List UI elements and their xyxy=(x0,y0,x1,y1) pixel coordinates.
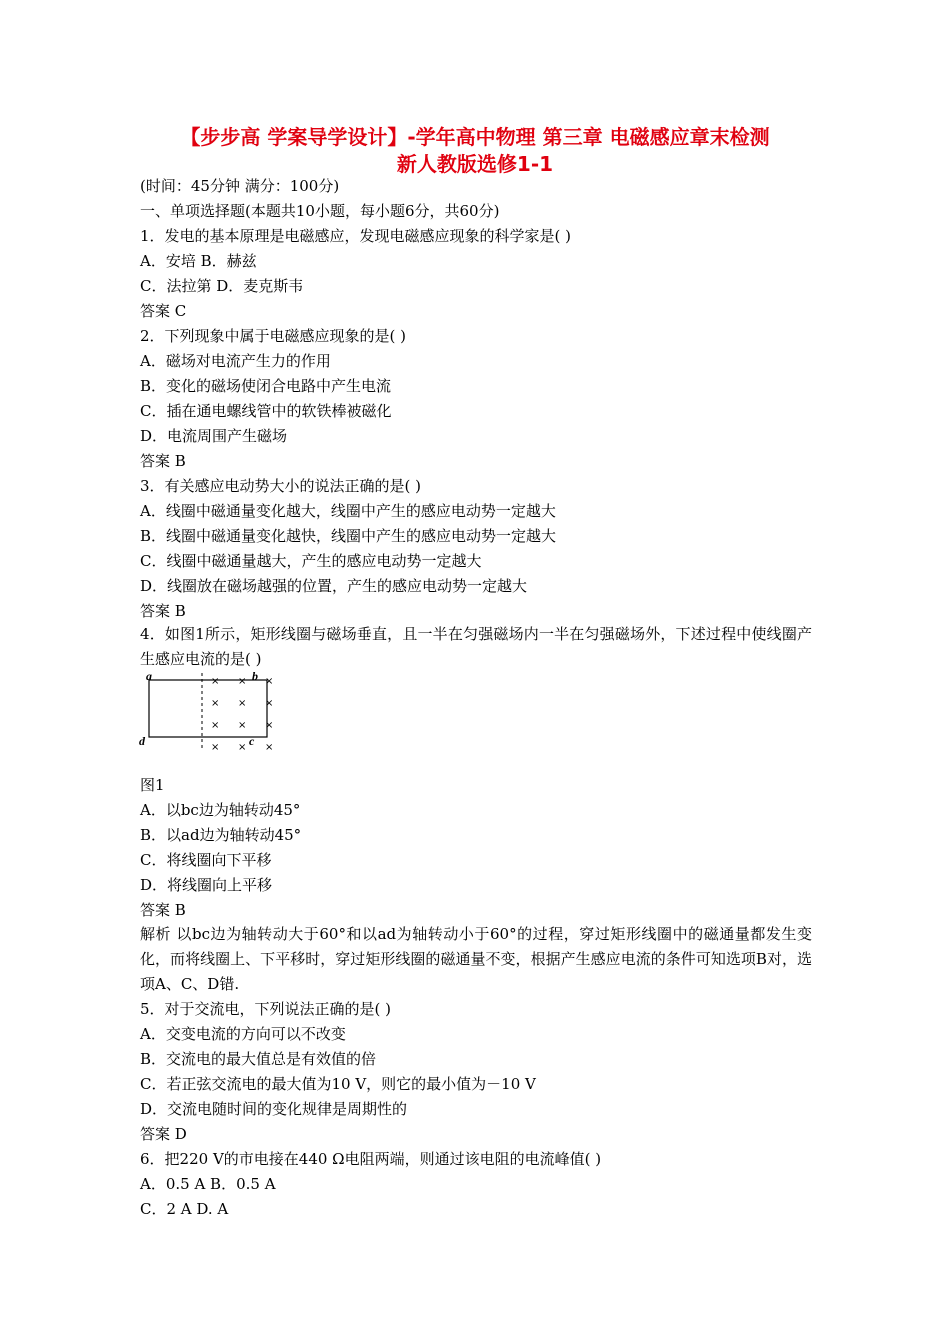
field-cross-mark: × xyxy=(211,698,220,709)
corner-label-d: d xyxy=(139,734,145,748)
q2-option-d: D．电流周围产生磁场 xyxy=(140,427,288,445)
q6-options-cd: C．2 A D. A xyxy=(140,1200,229,1218)
q4-option-c: C．将线圈向下平移 xyxy=(140,851,272,869)
q5-option-a: A．交变电流的方向可以不改变 xyxy=(140,1025,346,1043)
q3-option-c: C．线圈中磁通量越大，产生的感应电动势一定越大 xyxy=(140,552,482,570)
field-cross-mark: × xyxy=(238,676,247,687)
q4-answer: 答案 B xyxy=(140,901,186,919)
document-title-line1: 【步步高 学案导学设计】-学年高中物理 第三章 电磁感应章末检测 xyxy=(180,125,770,149)
q4-stem: 4．如图1所示，矩形线圈与磁场垂直，且一半在匀强磁场内一半在匀强磁场外，下述过程中使线圈产生感应电流的是( ) xyxy=(140,625,812,668)
magnetic-field-crosses xyxy=(211,676,273,753)
field-cross-mark: × xyxy=(265,698,274,709)
field-cross-mark: × xyxy=(265,676,274,687)
q3-option-b: B．线圈中磁通量变化越快，线圈中产生的感应电动势一定越大 xyxy=(140,527,557,545)
q6-options-ab: A．0.5 A B．0.5 A xyxy=(140,1175,276,1193)
q1-options-ab: A．安培 B．赫兹 xyxy=(140,252,257,270)
section-heading: 一、单项选择题(本题共10小题，每小题6分，共60分) xyxy=(140,202,500,220)
corner-label-b: b xyxy=(252,669,258,683)
q5-stem: 5．对于交流电，下列说法正确的是( ) xyxy=(140,1000,392,1018)
field-cross-mark: × xyxy=(238,698,247,709)
q3-stem: 3．有关感应电动势大小的说法正确的是( ) xyxy=(140,477,422,495)
field-cross-mark: × xyxy=(238,742,247,753)
q3-option-a: A．线圈中磁通量变化越大，线圈中产生的感应电动势一定越大 xyxy=(140,502,556,520)
q5-answer: 答案 D xyxy=(140,1125,187,1143)
q1-stem: 1．发电的基本原理是电磁感应，发现电磁感应现象的科学家是( ) xyxy=(140,227,572,245)
field-cross-mark: × xyxy=(265,720,274,731)
q3-answer: 答案 B xyxy=(140,602,186,620)
field-cross-mark: × xyxy=(265,742,274,753)
q3-option-d: D．线圈放在磁场越强的位置，产生的感应电动势一定越大 xyxy=(140,577,528,595)
coil-magnetic-field-figure xyxy=(138,668,288,756)
field-cross-mark: × xyxy=(211,742,220,753)
q2-stem: 2．下列现象中属于电磁感应现象的是( ) xyxy=(140,327,407,345)
q4-option-a: A．以bc边为轴转动45° xyxy=(140,801,301,819)
q5-option-b: B．交流电的最大值总是有效值的倍 xyxy=(140,1050,377,1068)
q1-options-cd: C．法拉第 D．麦克斯韦 xyxy=(140,277,304,295)
corner-label-c: c xyxy=(249,734,255,748)
field-cross-mark: × xyxy=(211,676,220,687)
figure-caption: 图1 xyxy=(140,776,165,794)
exam-meta: (时间：45分钟 满分：100分) xyxy=(140,177,340,195)
field-cross-mark: × xyxy=(238,720,247,731)
q2-option-a: A．磁场对电流产生力的作用 xyxy=(140,352,331,370)
q4-option-b: B．以ad边为轴转动45° xyxy=(140,826,302,844)
corner-label-a: a xyxy=(146,669,152,683)
q4-analysis: 解析 以bc边为轴转动大于60°和以ad为轴转动小于60°的过程，穿过矩形线圈中的磁通量都发生变化，而将线圈上、下平移时，穿过矩形线圈的磁通量不变，根据产生感应电流的条件可知选项B对，选项A、C、D错. xyxy=(140,925,812,993)
q2-answer: 答案 B xyxy=(140,452,186,470)
field-cross-mark: × xyxy=(211,720,220,731)
q5-option-c: C．若正弦交流电的最大值为10 V，则它的最小值为－10 V xyxy=(140,1075,536,1093)
q4-option-d: D．将线圈向上平移 xyxy=(140,876,273,894)
q5-option-d: D．交流电随时间的变化规律是周期性的 xyxy=(140,1100,408,1118)
rectangular-coil xyxy=(149,680,267,737)
q2-option-b: B．变化的磁场使闭合电路中产生电流 xyxy=(140,377,392,395)
q1-answer: 答案 C xyxy=(140,302,187,320)
q6-stem: 6．把220 V的市电接在440 Ω电阻两端，则通过该电阻的电流峰值( ) xyxy=(140,1150,602,1168)
q2-option-c: C．插在通电螺线管中的软铁棒被磁化 xyxy=(140,402,392,420)
document-title-line2: 新人教版选修1-1 xyxy=(396,152,554,176)
